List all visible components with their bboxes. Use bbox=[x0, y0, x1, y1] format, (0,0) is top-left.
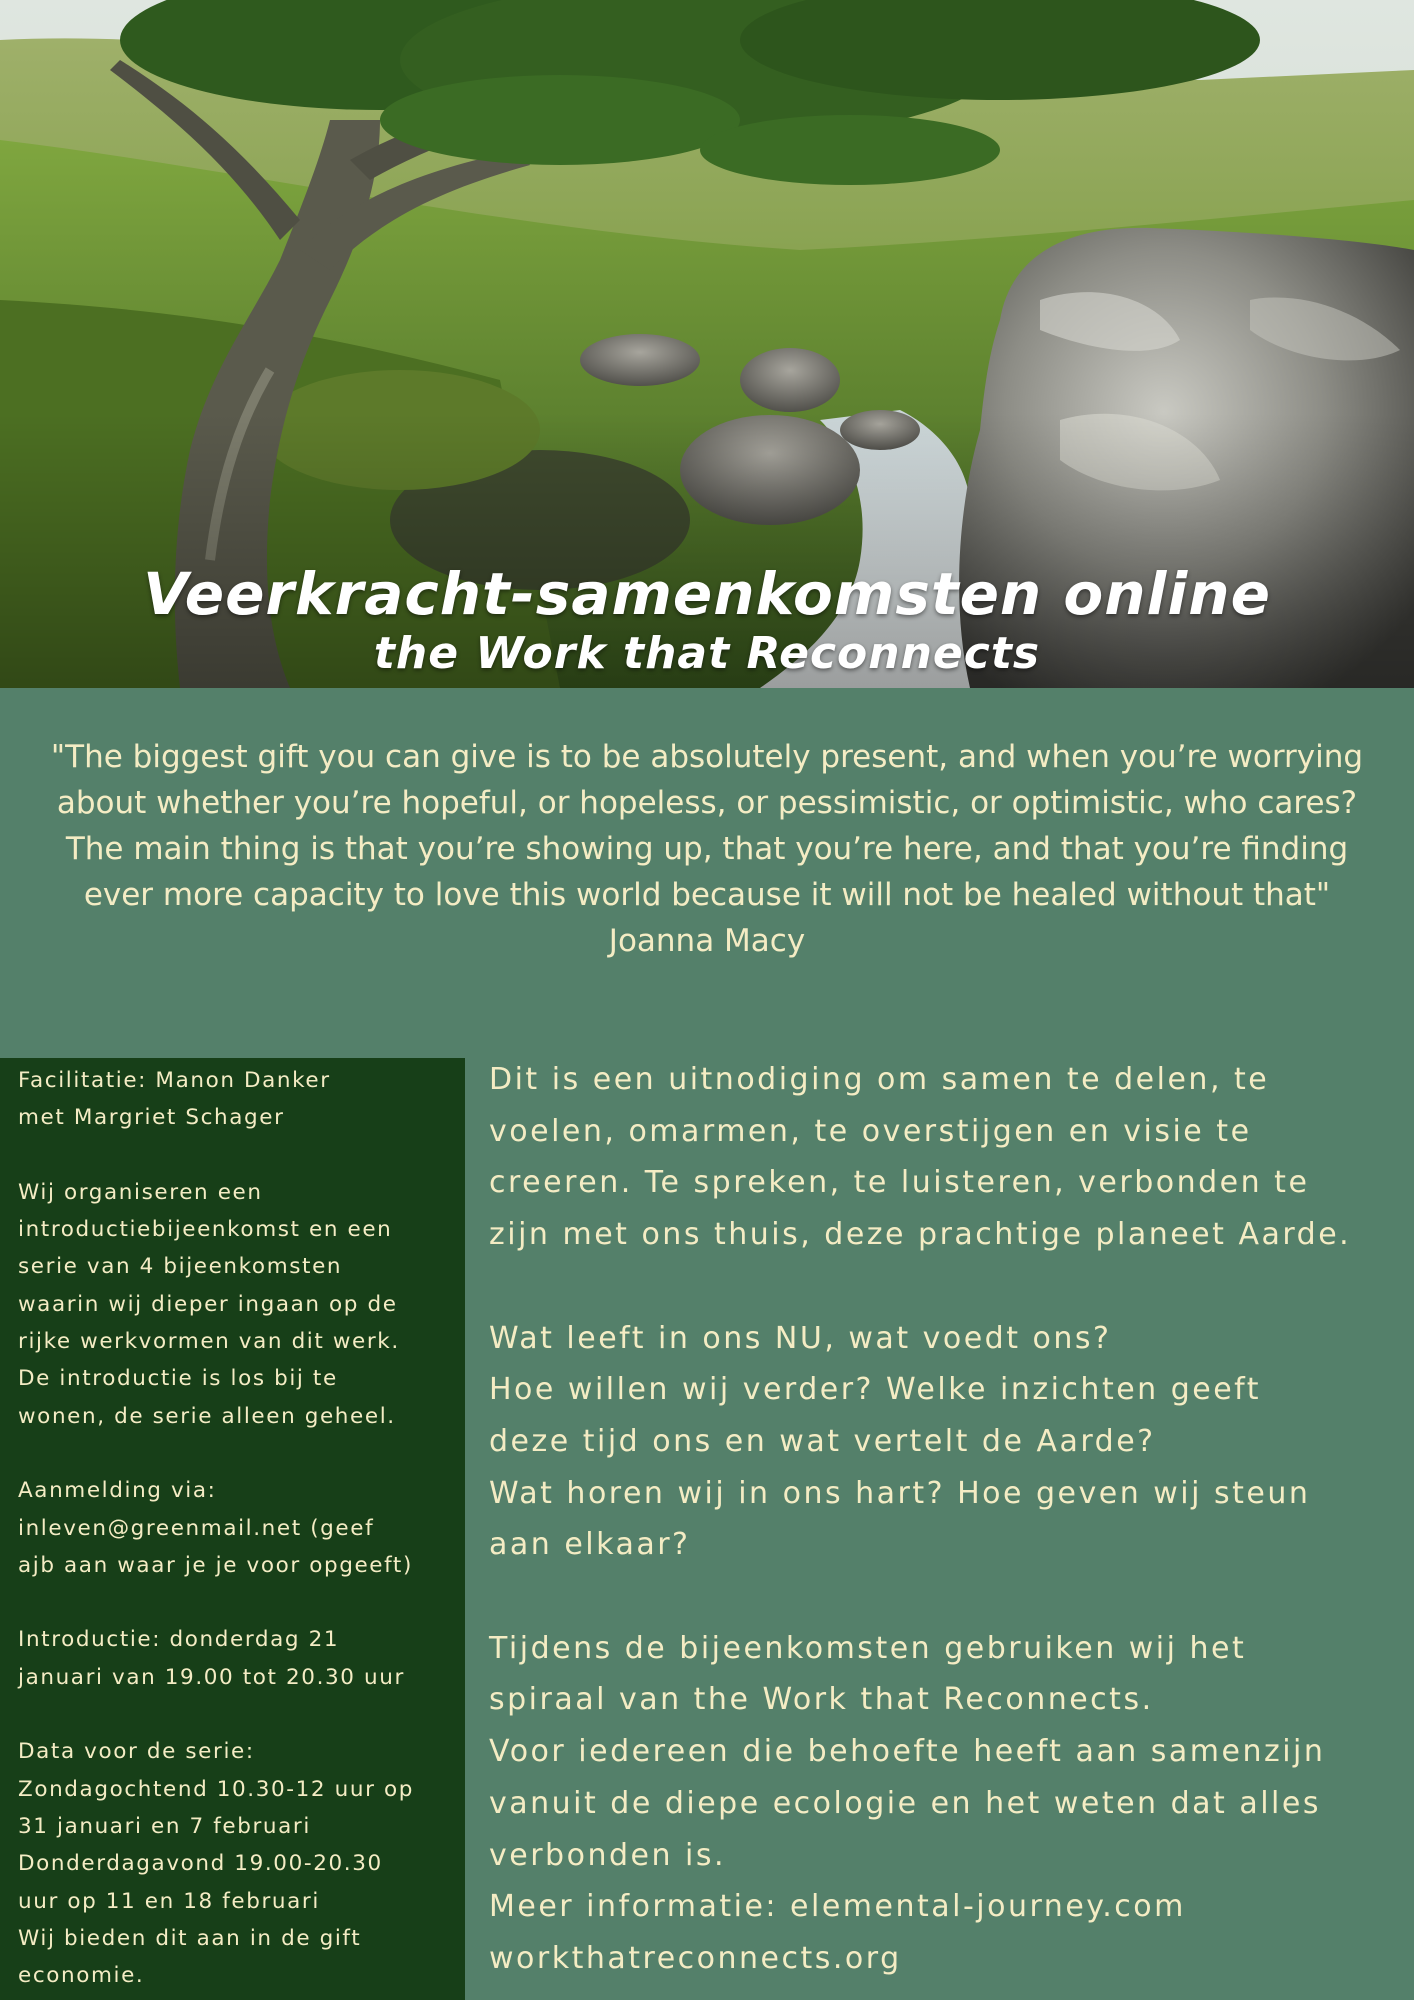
quote-line: ever more capacity to love this world because it will not be healed without that" bbox=[83, 877, 1331, 913]
method-paragraph bbox=[489, 1623, 1399, 1985]
quote-line: "The biggest gift you can give is to be absolutely present, and when you’re worrying bbox=[50, 739, 1364, 775]
sidebar-line: met Margriet Schager bbox=[18, 1105, 285, 1131]
quote-block bbox=[20, 734, 1394, 964]
text-line: verbonden is. bbox=[489, 1837, 727, 1873]
registration-info bbox=[18, 1472, 449, 1584]
text-line: zijn met ons thuis, deze prachtige planeet Aarde. bbox=[489, 1217, 1352, 1253]
text-line: Wat horen wij in ons hart? Hoe geven wij steun bbox=[489, 1475, 1311, 1511]
text-line: Wat leeft in ons NU, wat voedt ons? bbox=[489, 1320, 1112, 1356]
sidebar-line: Aanmelding via: bbox=[18, 1478, 217, 1504]
series-dates-info bbox=[18, 1733, 449, 1994]
text-line: Tijdens de bijeenkomsten gebruiken wij het bbox=[489, 1630, 1247, 1666]
text-line: Voor iedereen die behoefte heeft aan samenzijn bbox=[489, 1734, 1326, 1770]
hero-subtitle: the Work that Reconnects bbox=[373, 628, 1041, 679]
text-line: deze tijd ons en wat vertelt de Aarde? bbox=[489, 1423, 1156, 1459]
text-line: voelen, omarmen, te overstijgen en visie te bbox=[489, 1113, 1252, 1149]
sidebar-line: De introductie is los bij te bbox=[18, 1366, 338, 1392]
main-text bbox=[489, 1054, 1399, 1985]
info-link-line: Meer informatie: elemental-journey.com bbox=[489, 1889, 1186, 1925]
sidebar-line: serie van 4 bijeenkomsten bbox=[18, 1254, 343, 1280]
hero-title: Veerkracht-samenkomsten online bbox=[143, 560, 1271, 628]
facilitation-info bbox=[18, 1062, 449, 1137]
sidebar-line: waarin wij dieper ingaan op de bbox=[18, 1291, 398, 1317]
invitation-paragraph bbox=[489, 1054, 1399, 1261]
quote-line: about whether you’re hopeful, or hopeless, or pessimistic, or optimistic, who cares? bbox=[56, 785, 1358, 821]
sidebar-line: uur op 11 en 18 februari bbox=[18, 1888, 320, 1914]
sidebar-line: Data voor de serie: bbox=[18, 1739, 255, 1765]
quote-author: Joanna Macy bbox=[608, 923, 806, 959]
sidebar-line: ajb aan waar je je voor opgeeft) bbox=[18, 1552, 413, 1578]
sidebar-line: Wij bieden dit aan in de gift bbox=[18, 1925, 362, 1951]
text-line: aan elkaar? bbox=[489, 1527, 691, 1563]
quote-line: The main thing is that you’re showing up, that you’re here, and that you’re finding bbox=[65, 831, 1349, 867]
sidebar-line: wonen, de serie alleen geheel. bbox=[18, 1403, 396, 1429]
sidebar-line: 31 januari en 7 februari bbox=[18, 1813, 311, 1839]
sidebar-line: januari van 19.00 tot 20.30 uur bbox=[18, 1664, 405, 1690]
text-line: creeren. Te spreken, te luisteren, verbonden te bbox=[489, 1165, 1310, 1201]
sidebar-line: introductiebijeenkomst en een bbox=[18, 1217, 393, 1243]
sidebar-line: Wij organiseren een bbox=[18, 1179, 263, 1205]
introduction-info bbox=[18, 1621, 449, 1696]
sidebar-line: Donderdagavond 19.00-20.30 bbox=[18, 1851, 383, 1877]
sidebar-line: rijke werkvormen van dit werk. bbox=[18, 1329, 400, 1355]
info-sidebar bbox=[0, 1058, 465, 2000]
sidebar-line: economie. bbox=[18, 1963, 145, 1989]
text-line: Dit is een uitnodiging om samen te delen, te bbox=[489, 1062, 1270, 1097]
info-link-line: workthatreconnects.org bbox=[489, 1940, 902, 1976]
text-line: vanuit de diepe ecologie en het weten dat alles bbox=[489, 1785, 1321, 1821]
text-line: spiraal van the Work that Reconnects. bbox=[489, 1682, 1154, 1718]
program-info bbox=[18, 1174, 449, 1435]
sidebar-line: Facilitatie: Manon Danker bbox=[18, 1068, 331, 1093]
sidebar-line: inleven@greenmail.net (geef bbox=[18, 1515, 375, 1541]
sidebar-line: Introductie: donderdag 21 bbox=[18, 1627, 340, 1653]
hero-photo bbox=[0, 0, 1414, 688]
questions-paragraph bbox=[489, 1313, 1399, 1572]
text-line: Hoe willen wij verder? Welke inzichten geeft bbox=[489, 1372, 1261, 1408]
sidebar-line: Zondagochtend 10.30-12 uur op bbox=[18, 1776, 414, 1802]
